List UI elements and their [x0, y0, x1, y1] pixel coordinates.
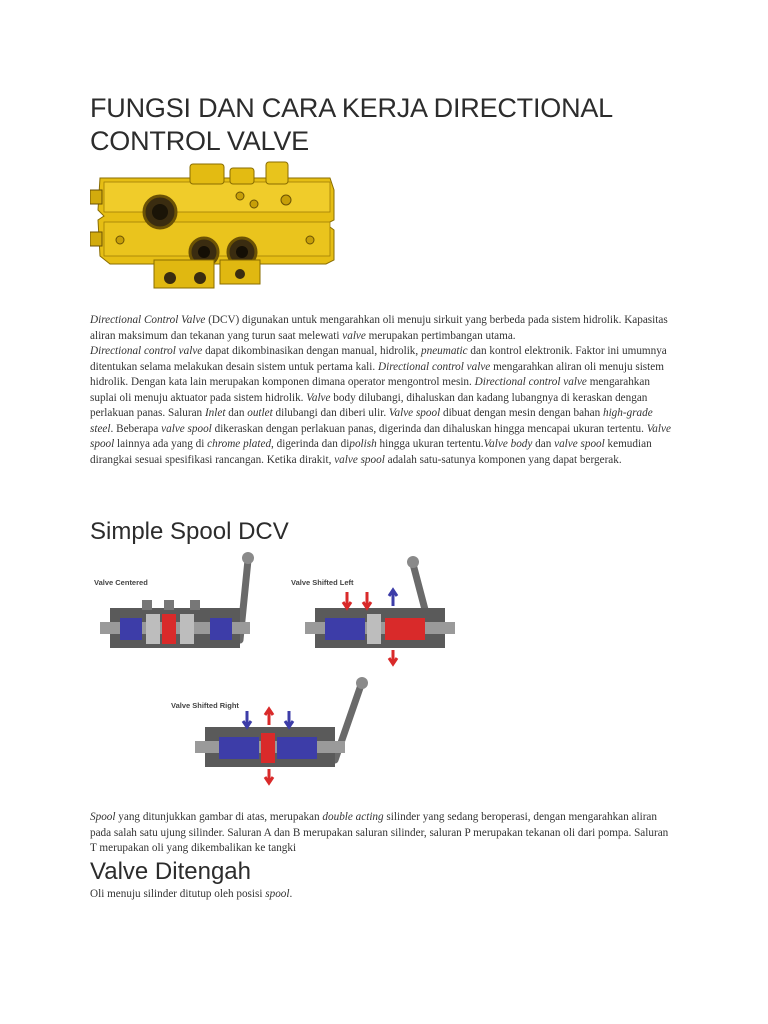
section-heading-valve-ditengah: Valve Ditengah [90, 858, 251, 885]
valve-shifted-right-diagram [165, 675, 385, 795]
valve-centered-label: Valve Centered [94, 578, 148, 587]
intro-text [90, 313, 675, 468]
spool-diagram-shifted-right [165, 675, 385, 795]
caption-paragraph: Spool yang ditunjukkan gambar di atas, merupakan double acting silinder yang sedang beroperasi, dengan mengarahkan aliran pada salah satu ujung silinder. Saluran A dan B merupakan saluran silinder, saluran P merupakan tekanan oli dari pompa. Saluran T merupakan oli yang dikembalikan ke tangki [90, 811, 669, 854]
directional-control-valve-photo [90, 160, 340, 300]
section-heading-simple-spool: Simple Spool DCV [90, 518, 289, 545]
page-title: FUNGSI DAN CARA KERJA DIRECTIONAL CONTROL VALVE [90, 93, 612, 156]
spool-diagram-centered [90, 550, 270, 670]
valve-ditengah-paragraph: Oli menuju silinder ditutup oleh posisi spool. [90, 888, 293, 900]
valve-ditengah-text [90, 887, 675, 903]
valve-shifted-right-label: Valve Shifted Right [171, 701, 239, 710]
simple-spool-caption [90, 810, 675, 857]
valve-shifted-left-diagram [285, 550, 475, 670]
valve-centered-diagram [90, 550, 270, 670]
intro-paragraph-1: Directional Control Valve (DCV) digunakan untuk mengarahkan oli menuju sirkuit yang berbeda pada sistem hidrolik. Kapasitas aliran maksimum dan tekanan yang turun saat melewati valve merupakan pertimbangan utama. [90, 314, 668, 342]
valve-shifted-left-label: Valve Shifted Left [291, 578, 354, 587]
intro-paragraph-2: Directional control valve dapat dikombinasikan dengan manual, hidrolik, pneumatic dan kontrol elektronik. Faktor ini umumnya ditentukan selama melakukan desain sistem untuk pertama kali. Directional control valve mengarahkan aliran oli menuju sistem hidrolik. Dengan kata lain merupakan komponen dimana operator mengontrol mesin. Directional control valve mengarahkan suplai oli menuju aktuator pada sistem hidrolik. Valve body dilubangi, dihaluskan dan kadang lubangnya di keraskan dengan perlakuan panas. Saluran Inlet dan outlet dilubangi dan diberi ulir. Valve spool dibuat dengan mesin dengan bahan high-grade steel. Beberapa valve spool dikeraskan dengan perlakuan panas, digerinda dan dihaluskan hingga mencapai ukuran tertentu. Valve spool lainnya ada yang di chrome plated, digerinda dan dipolish hingga ukuran tertentu.Valve body dan valve spool kemudian dirangkai sesuai spesifikasi rancangan. Ketika dirakit, valve spool adalah satu-satunya komponen yang dapat bergerak. [90, 345, 671, 466]
spool-diagram-shifted-left [285, 550, 475, 670]
